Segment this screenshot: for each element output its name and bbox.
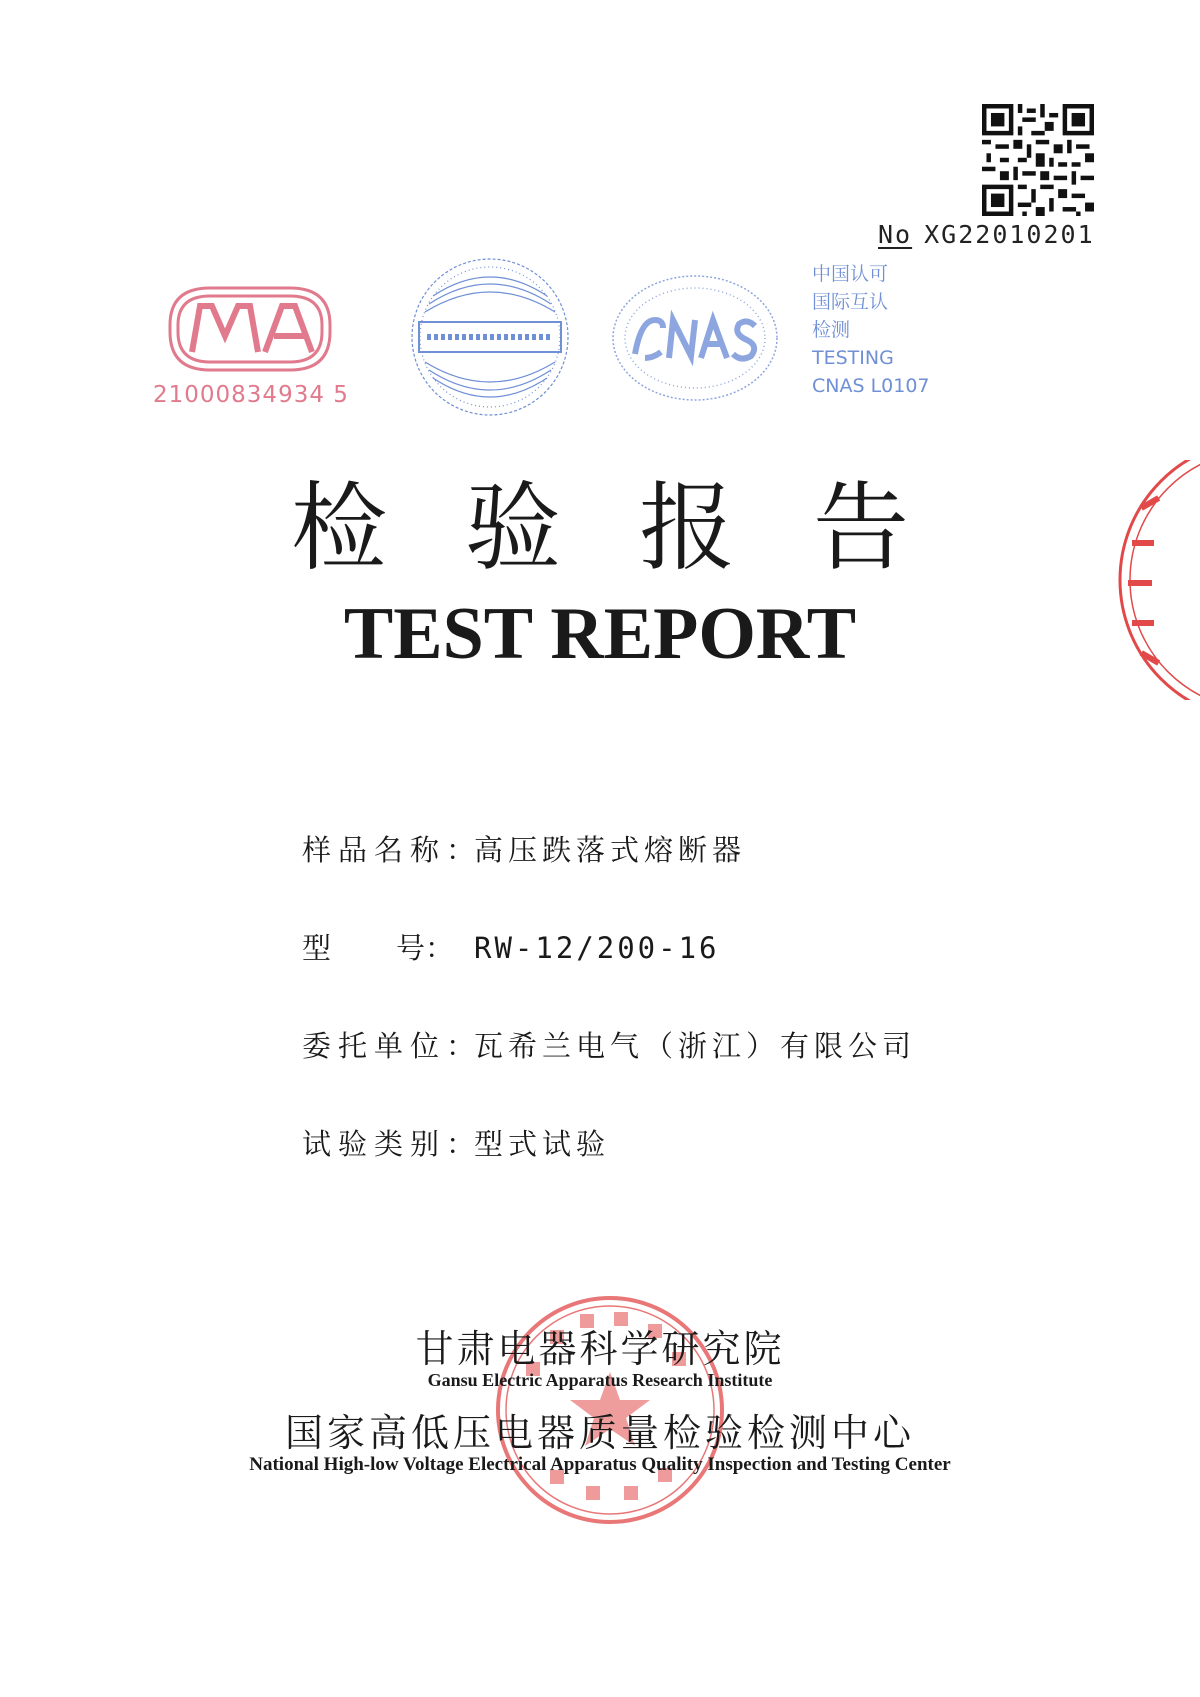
field-sample-name — [302, 828, 746, 869]
report-number-label: No — [878, 220, 913, 249]
field-value: RW-12/200-16 — [474, 931, 720, 965]
report-title-cn: 检验报告 — [291, 472, 987, 584]
field-label: 试验类别： — [302, 1127, 483, 1161]
cnas-line: 中国认可 — [812, 263, 889, 285]
cnas-line: CNAS L0107 — [812, 375, 930, 397]
field-test-type — [302, 1122, 610, 1163]
field-label: 样品名称： — [302, 833, 483, 867]
field-value: 型式试验 — [474, 1127, 611, 1161]
center-name-cn: 国家高低压电器质量检验检测中心 — [284, 1411, 915, 1455]
institute-name-cn: 甘肃电器科学研究院 — [415, 1327, 785, 1371]
report-number — [878, 220, 1095, 249]
ilac-stamp-icon — [405, 252, 575, 422]
report-number-value: XG22010201 — [924, 220, 1095, 249]
cnas-accreditation-text — [812, 260, 930, 400]
field-value: 高压跌落式熔断器 — [474, 833, 747, 867]
cma-certificate-code: 21000834934 5 — [153, 382, 349, 408]
cnas-stamp-icon — [605, 268, 785, 408]
cnas-line: 检测 — [812, 319, 851, 341]
field-label: 委托单位： — [302, 1029, 483, 1063]
cnas-line: TESTING — [812, 347, 894, 369]
field-label — [302, 926, 454, 967]
field-label-part: 号： — [395, 931, 454, 965]
field-client — [302, 1024, 916, 1065]
institute-name-en: Gansu Electric Apparatus Research Institute — [427, 1370, 773, 1390]
report-title-en: TEST REPORT — [343, 593, 857, 675]
field-label-part: 型 — [302, 931, 332, 965]
qr-code-icon — [982, 104, 1094, 216]
cnas-line: 国际互认 — [812, 291, 889, 313]
center-name-en: National High-low Voltage Electrical Apparatus Quality Inspection and Testing Center — [249, 1454, 951, 1475]
field-value: 瓦希兰电气（浙江）有限公司 — [474, 1029, 917, 1063]
field-model — [302, 926, 720, 967]
